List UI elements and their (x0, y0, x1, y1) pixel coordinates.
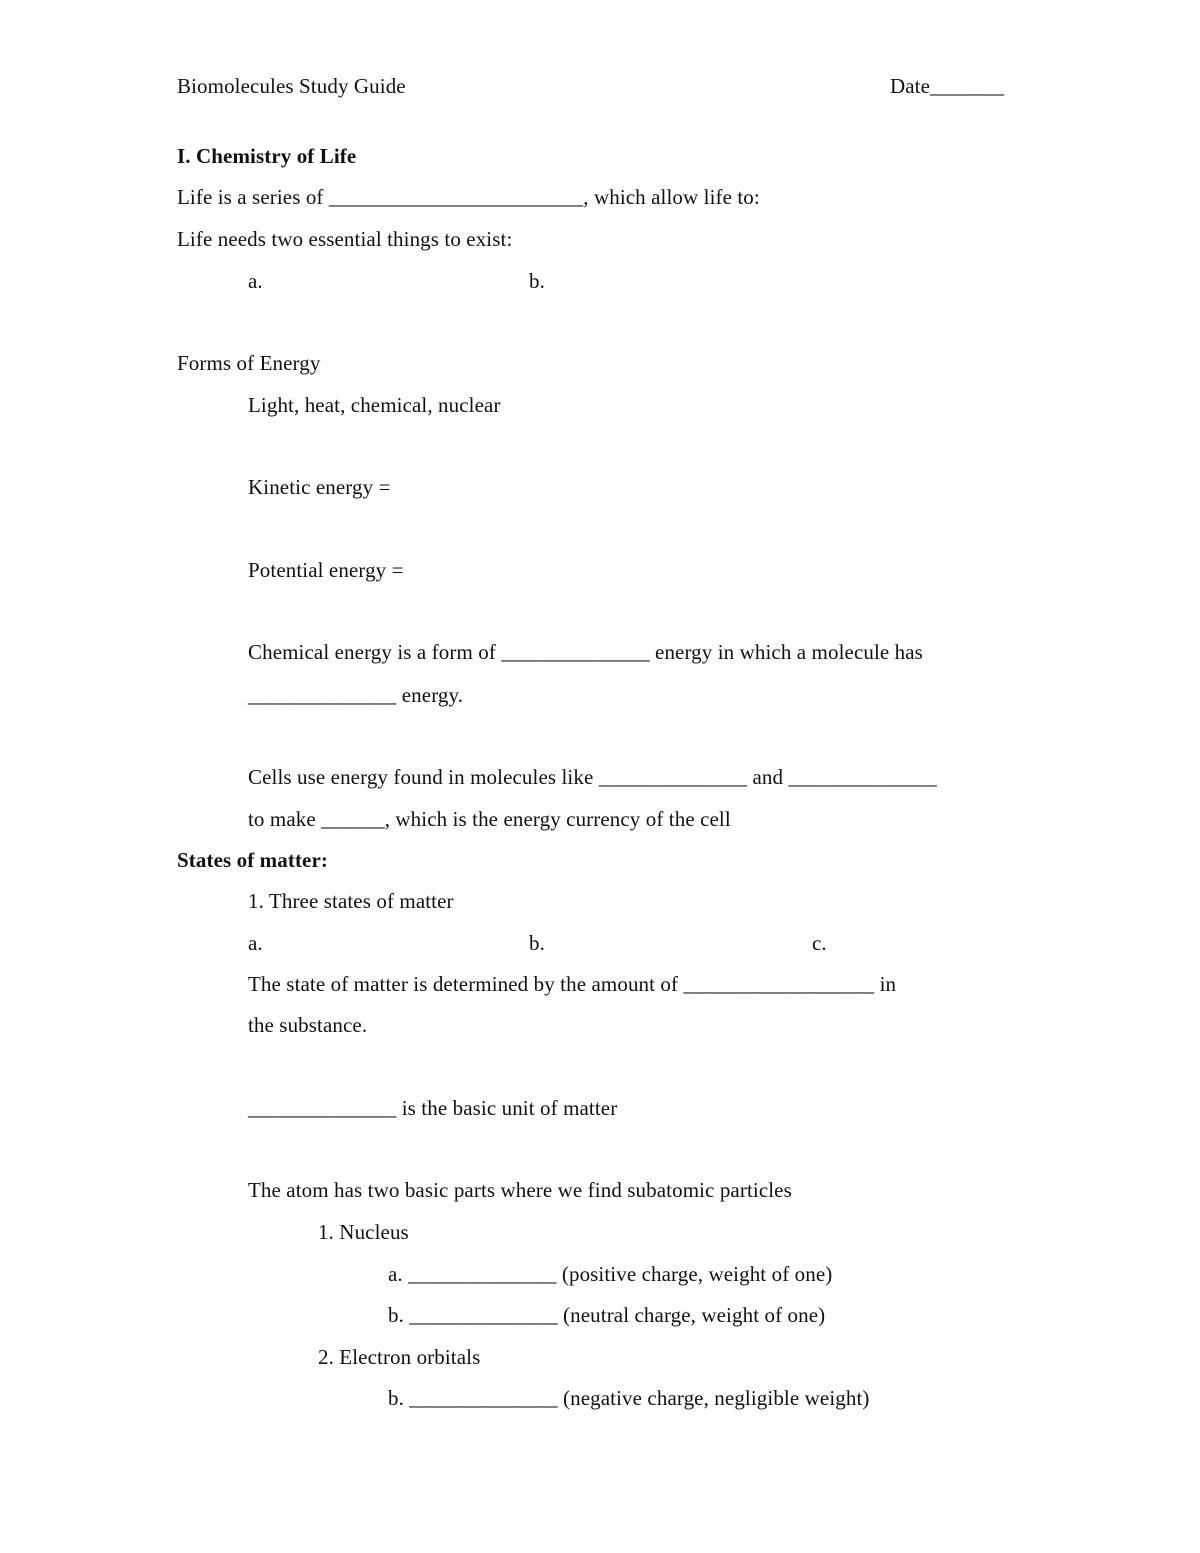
text-orbitals-b: b. ______________ (negative charge, negligible weight) (388, 1386, 870, 1410)
text-atom-parts: The atom has two basic parts where we find subatomic particles (248, 1178, 792, 1202)
state-label-b: b. (529, 931, 545, 955)
section-heading-chemistry: I. Chemistry of Life (177, 144, 357, 168)
text-basic-unit: ______________ is the basic unit of matter (248, 1096, 618, 1120)
state-label-a: a. (248, 931, 263, 955)
text-nucleus-b: b. ______________ (neutral charge, weight of one) (388, 1303, 826, 1327)
document-title: Biomolecules Study Guide (177, 74, 406, 98)
state-label-c: c. (812, 931, 827, 955)
answer-label-b: b. (529, 269, 545, 293)
text-life-needs: Life needs two essential things to exist: (177, 227, 513, 251)
text-energy-forms: Light, heat, chemical, nuclear (248, 393, 501, 417)
section-heading-energy: Forms of Energy (177, 351, 321, 375)
text-chemical-energy-2: ______________ energy. (248, 683, 464, 707)
text-state-determined-2: the substance. (248, 1013, 368, 1037)
text-electron-orbitals: 2. Electron orbitals (318, 1345, 481, 1369)
text-potential-energy: Potential energy = (248, 558, 404, 582)
text-three-states: 1. Three states of matter (248, 889, 454, 913)
answer-label-a: a. (248, 269, 263, 293)
text-nucleus-a: a. ______________ (positive charge, weight of one) (388, 1262, 833, 1286)
date-field: Date_______ (890, 74, 1005, 98)
section-heading-states: States of matter: (177, 848, 328, 872)
text-chemical-energy-1: Chemical energy is a form of ______________ energy in which a molecule has (248, 640, 923, 664)
text-cells-energy-1: Cells use energy found in molecules like ______________ and ______________ (248, 765, 937, 789)
text-nucleus: 1. Nucleus (318, 1220, 409, 1244)
text-kinetic-energy: Kinetic energy = (248, 475, 391, 499)
text-cells-energy-2: to make ______, which is the energy currency of the cell (248, 807, 731, 831)
text-state-determined-1: The state of matter is determined by the amount of __________________ in (248, 972, 897, 996)
text-life-series: Life is a series of ________________________, which allow life to: (177, 185, 760, 209)
